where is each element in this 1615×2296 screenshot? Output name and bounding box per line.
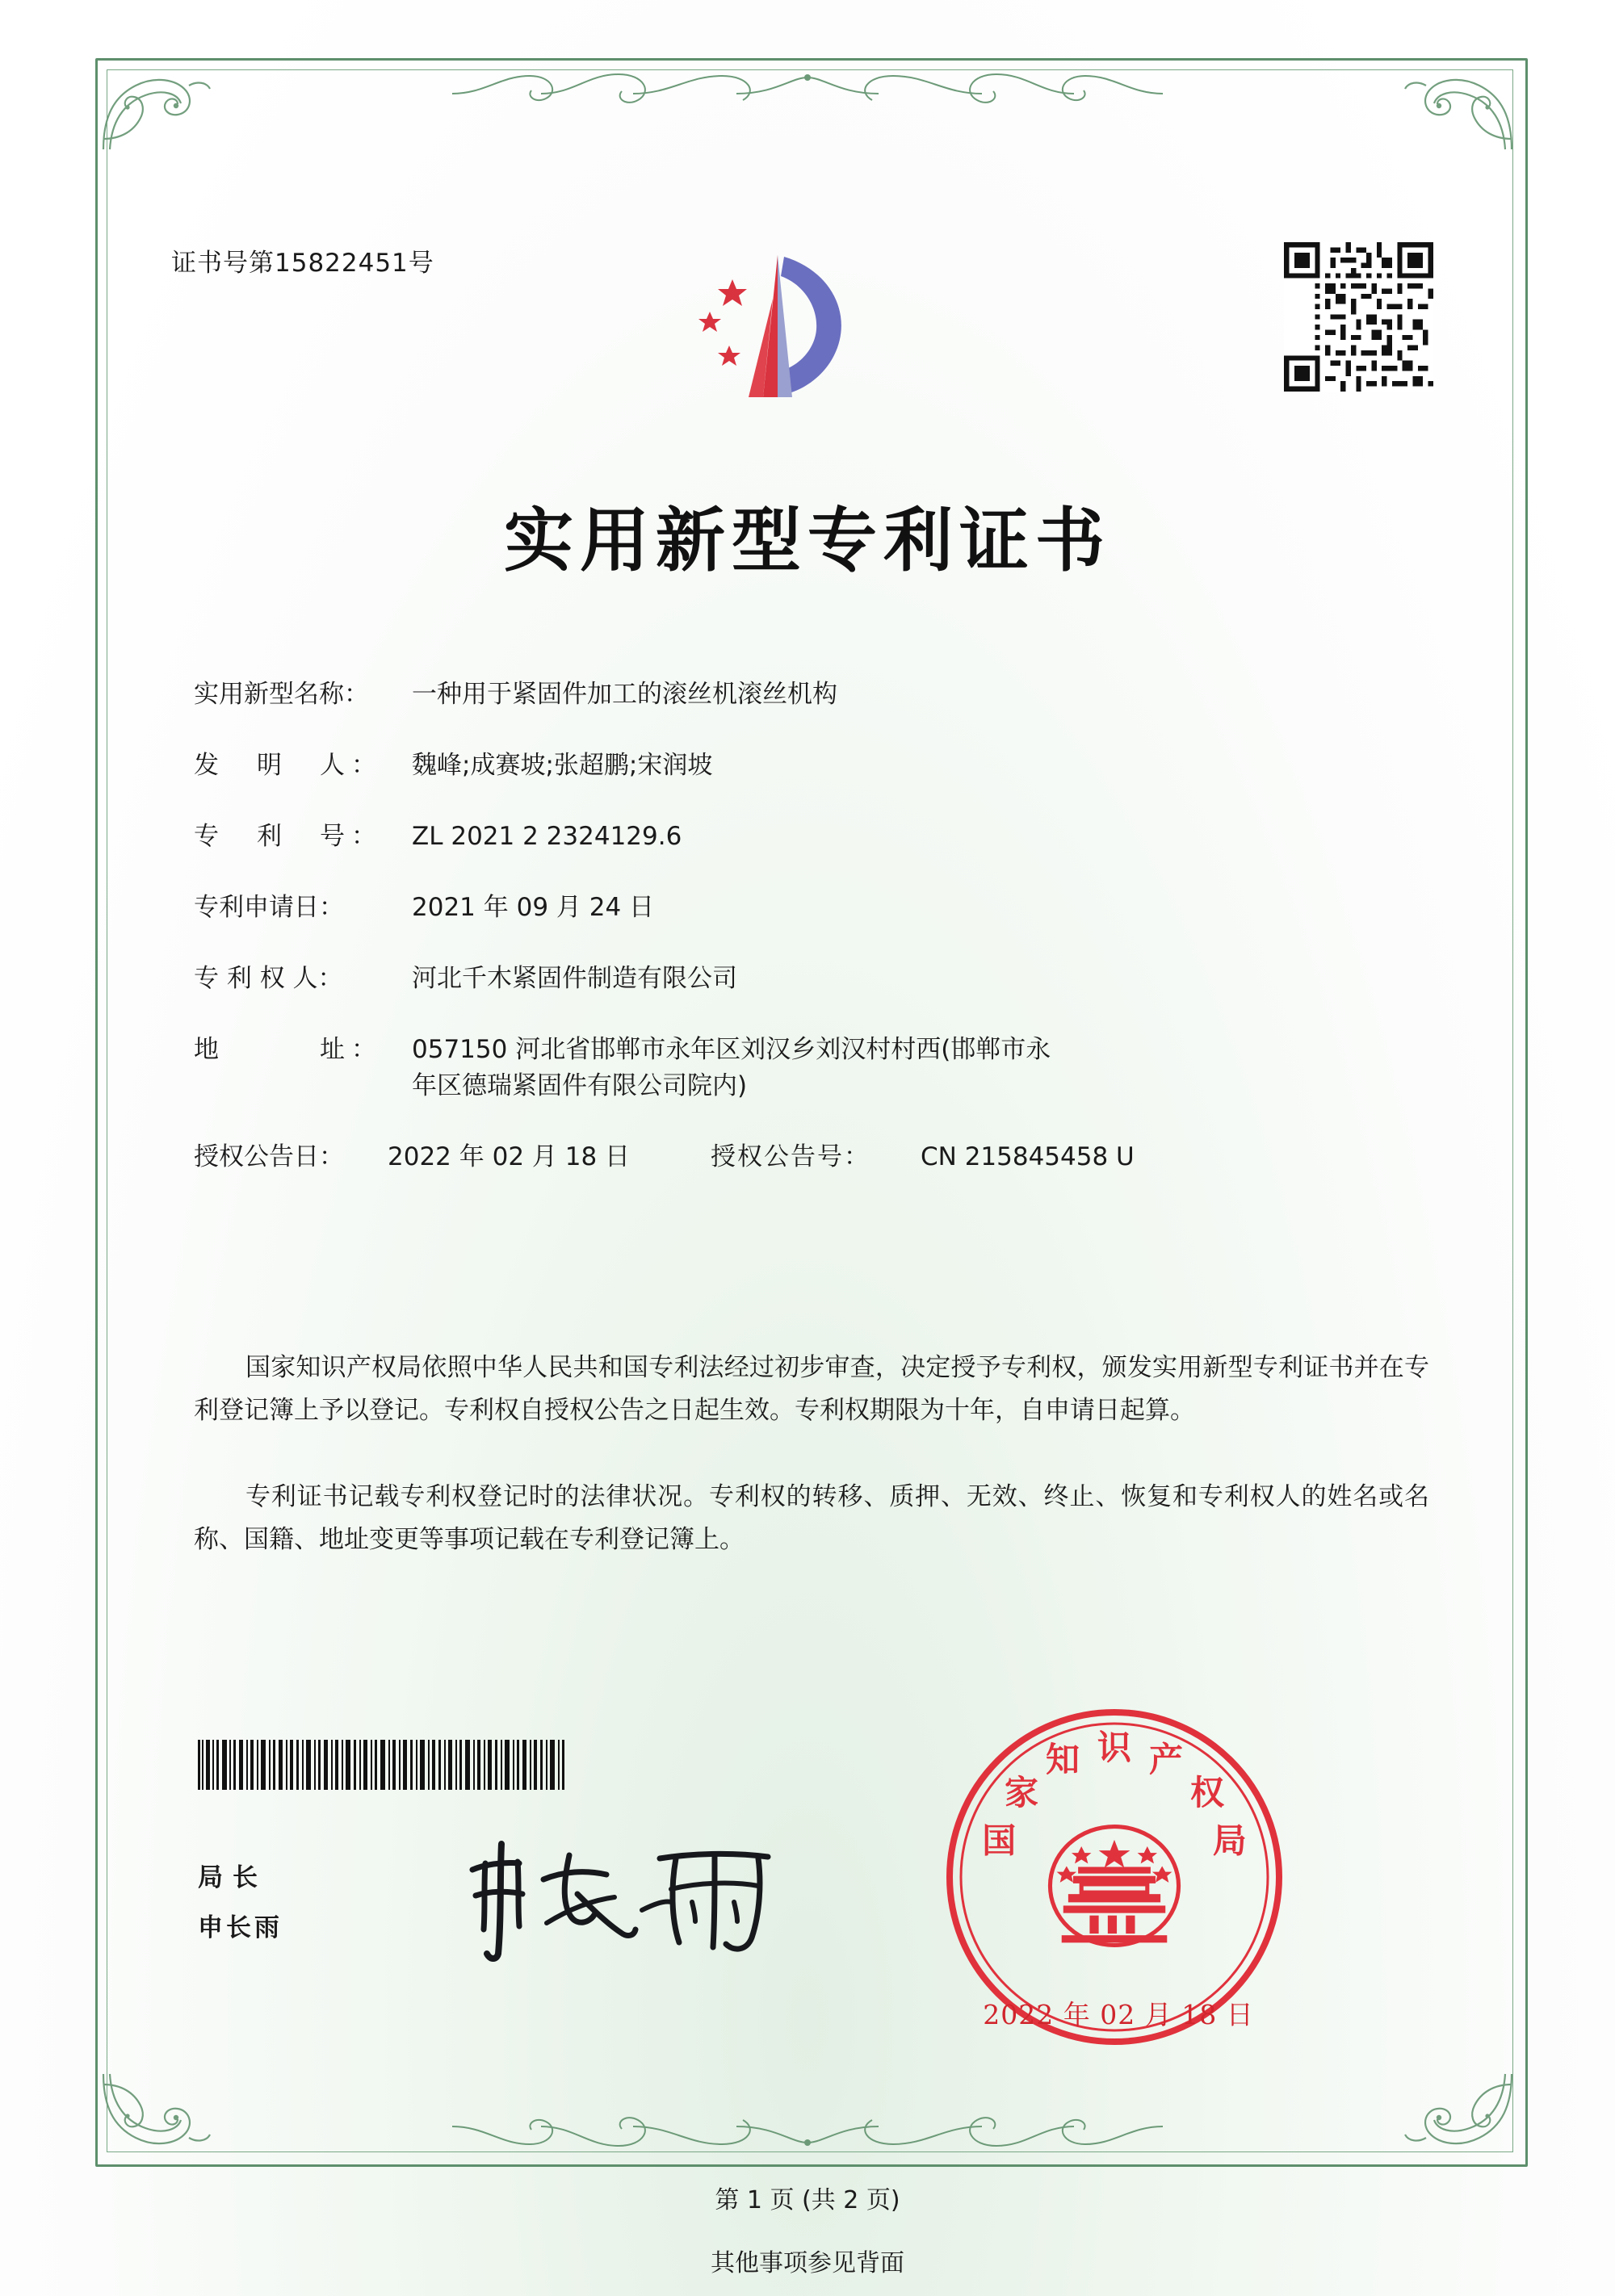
svg-text:家: 家 xyxy=(1004,1773,1038,1813)
field-inventor xyxy=(194,753,1421,778)
field-value-grant-number: CN 215845458 U xyxy=(921,1142,1135,1171)
top-scroll-ornament-icon xyxy=(452,66,1163,121)
field-value: 2021 年 09 月 24 日 xyxy=(412,893,655,922)
svg-text:识: 识 xyxy=(1097,1728,1132,1767)
address-line-1: 057150 河北省邯郸市永年区刘汉乡刘汉村村西(邯郸市永 xyxy=(412,1035,1051,1064)
field-grant-row xyxy=(194,1142,1421,1171)
cnipa-logo-icon xyxy=(682,242,876,416)
svg-text:国: 国 xyxy=(982,1820,1017,1861)
legal-paragraph-1: 国家知识产权局依照中华人民共和国专利法经过初步审查，决定授予专利权，颁发实用新型专利证书并在专利登记簿上予以登记。专利权自授权公告之日起生效。专利权期限为十年，自申请日起算。 xyxy=(194,1353,1429,1426)
legal-paragraph-2: 专利证书记载专利权登记时的法律状况。专利权的转移、质押、无效、终止、恢复和专利权人的姓名或名称、国籍、地址变更等事项记载在专利登记簿上。 xyxy=(194,1482,1429,1555)
field-value-grant-date: 2022 年 02 月 18 日 xyxy=(388,1142,631,1171)
field-label: 实用新型名称： xyxy=(194,680,369,709)
field-label: 发 明 人： xyxy=(194,751,383,780)
page-number: 第 1 页 (共 2 页) xyxy=(715,2186,900,2214)
bottom-scroll-ornament-icon xyxy=(452,2099,1163,2154)
field-value xyxy=(412,1037,1421,1099)
field-label: 地 址： xyxy=(194,1035,383,1064)
corner-ornament-icon xyxy=(99,61,220,154)
handwritten-signature xyxy=(448,1833,795,1966)
field-label: 专 利 权 人： xyxy=(194,964,343,993)
field-label: 专利申请日： xyxy=(194,893,344,922)
corner-ornament-icon xyxy=(1395,61,1516,154)
field-value: 魏峰;成赛坡;张超鹏;宋润坡 xyxy=(412,751,713,780)
field-value: ZL 2021 2 2324129.6 xyxy=(412,822,682,851)
corner-ornament-icon xyxy=(99,2069,220,2162)
field-patent-number xyxy=(194,824,1421,849)
back-side-note: 其他事项参见背面 xyxy=(711,2249,904,2277)
field-patentee xyxy=(194,966,1421,991)
field-label-grant-number: 授权公告号： xyxy=(711,1142,870,1171)
seal-date: 2022 年 02 月 18 日 xyxy=(983,1999,1254,2030)
certificate-number: 证书号第15822451号 xyxy=(171,249,434,278)
corner-ornament-icon xyxy=(1395,2069,1516,2162)
field-value: 河北千木紧固件制造有限公司 xyxy=(412,964,737,993)
field-address xyxy=(194,1037,1421,1099)
director-title-label: 局长 xyxy=(198,1863,267,1892)
svg-text:知: 知 xyxy=(1045,1739,1080,1779)
field-utility-model-name xyxy=(194,682,1421,707)
address-line-2: 年区德瑞紧固件有限公司院内) xyxy=(412,1071,748,1100)
barcode xyxy=(198,1740,602,1790)
page-title: 实用新型专利证书 xyxy=(504,500,1111,581)
field-value: 一种用于紧固件加工的滚丝机滚丝机构 xyxy=(412,680,837,709)
field-application-date xyxy=(194,895,1421,920)
qr-code xyxy=(1284,242,1433,392)
svg-text:权: 权 xyxy=(1190,1773,1225,1813)
field-label: 专 利 号： xyxy=(194,822,383,851)
field-list xyxy=(194,682,1421,1202)
svg-text:局: 局 xyxy=(1212,1820,1247,1861)
svg-text:产: 产 xyxy=(1148,1739,1184,1779)
field-label-grant-date: 授权公告日： xyxy=(194,1142,344,1171)
director-name-label: 申长雨 xyxy=(198,1913,283,1942)
